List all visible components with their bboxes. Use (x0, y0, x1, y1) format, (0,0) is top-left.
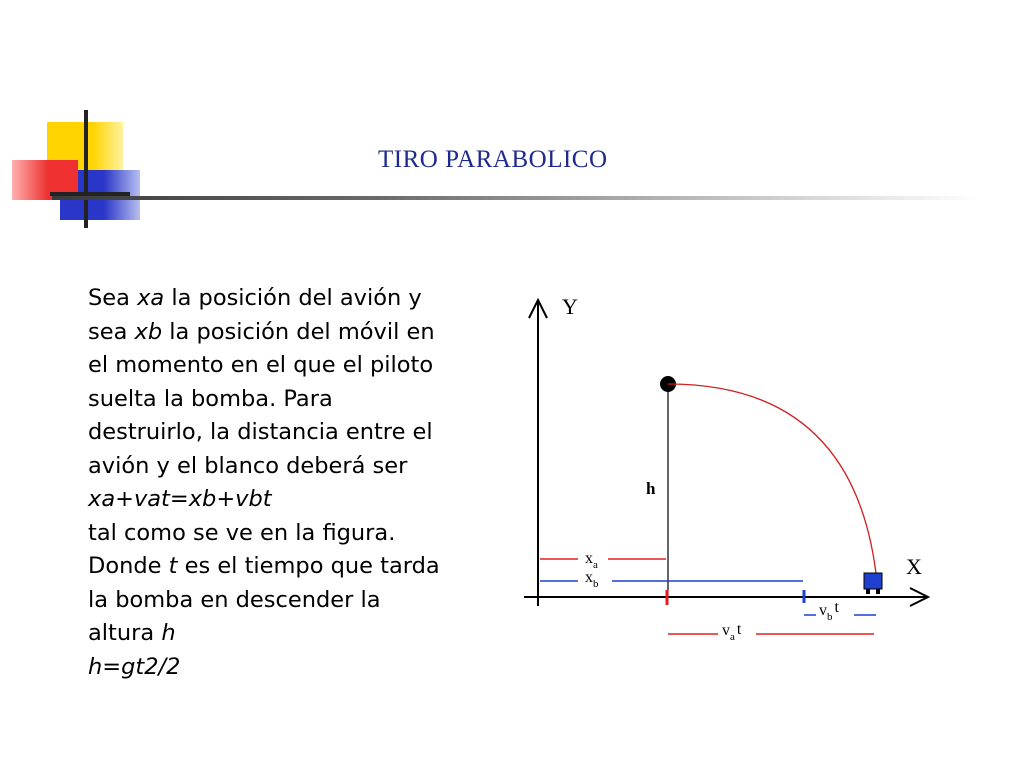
target-marker (864, 573, 882, 589)
target-wheel-left (866, 589, 870, 594)
vat-label: $v_a$ t (722, 621, 742, 643)
text-line: Sea xa la posición del avión y (88, 285, 422, 311)
equation: xa+vat=xb+vbt (88, 486, 272, 512)
formula: h=gt2/2 (88, 653, 181, 680)
trajectory-curve (668, 384, 877, 582)
text-line: la bomba en descender la (88, 586, 381, 613)
target-wheel-right (876, 589, 880, 594)
text-line: suelta la bomba. Para (88, 385, 333, 412)
text-line: destruirlo, la distancia entre el (88, 419, 433, 445)
vbt-label: $v_bt$ (819, 599, 839, 623)
text-line: avión y el blanco deberá ser (88, 452, 408, 479)
text-line: el momento en el que el piloto (88, 352, 434, 378)
text-line: altura h (88, 620, 176, 646)
text-line: sea xb la posición del móvil en (88, 318, 435, 345)
xa-label: $x_a$ (585, 550, 598, 571)
text-line: tal como se ve en la figura. (88, 519, 396, 546)
xb-label: $x_b$ (585, 569, 599, 590)
page-title: TIRO PARABOLICO (378, 146, 608, 173)
y-axis-label: Y (562, 294, 578, 319)
x-axis-label: X (906, 554, 922, 579)
height-label: h (646, 479, 656, 498)
text-line: Donde t es el tiempo que tarda (88, 553, 440, 579)
